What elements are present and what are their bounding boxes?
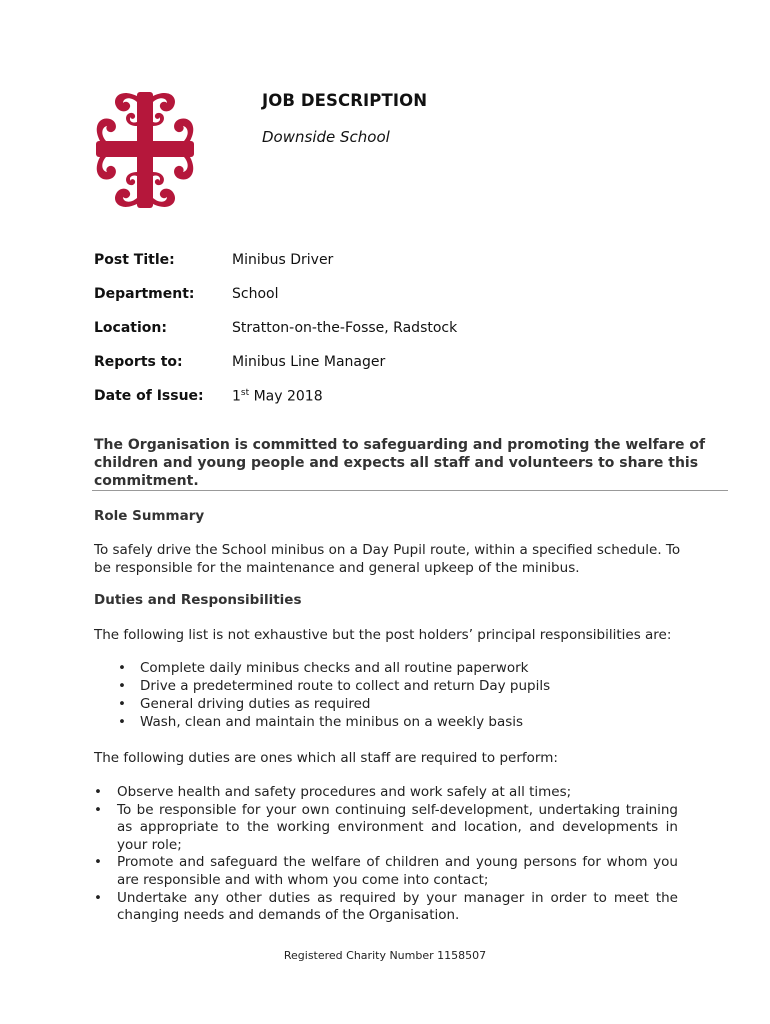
detail-value: [232, 388, 323, 405]
school-name: Downside School: [262, 128, 390, 146]
detail-value: Minibus Line Manager: [232, 354, 386, 370]
detail-label: Department:: [94, 286, 195, 302]
divider: [92, 490, 728, 491]
bullet: •: [94, 784, 102, 800]
safeguarding-statement: The Organisation is committed to safeguarding and promoting the welfare of children and young people and expects all staff and volunteers to share this commitment.: [94, 437, 706, 489]
bullet: •: [118, 678, 126, 694]
date-rest: May 2018: [249, 388, 323, 405]
bullet: •: [94, 889, 102, 906]
role-summary-heading: Role Summary: [94, 508, 205, 524]
list-item: • Observe health and safety procedures and work safely at all times;: [94, 784, 572, 800]
detail-label: Date of Issue:: [94, 388, 204, 404]
all-staff-list: [94, 784, 678, 925]
duties-heading: Duties and Responsibilities: [94, 592, 302, 608]
all-staff-intro: The following duties are ones which all staff are required to perform:: [94, 750, 558, 766]
date-suffix: st: [240, 388, 250, 398]
detail-label: Location:: [94, 320, 167, 336]
list-item: • Promote and safeguard the welfare of children and young persons for whom you are responsible and with whom you come into contact;: [94, 854, 678, 888]
list-item: • Drive a predetermined route to collect and return Day pupils: [118, 678, 551, 694]
detail-value: Minibus Driver: [232, 252, 334, 268]
list-item: • Complete daily minibus checks and all routine paperwork: [118, 660, 529, 676]
bullet: •: [94, 854, 102, 871]
role-summary-text: To safely drive the School minibus on a Day Pupil route, within a specified schedule. To be responsible for the maintenance and general upkeep of the minibus.: [94, 542, 681, 576]
page-title: JOB DESCRIPTION: [262, 91, 428, 110]
date-day: 1: [232, 388, 241, 405]
bullet: •: [118, 714, 126, 730]
list-item: • Undertake any other duties as required by your manager in order to meet the changing needs and demands of the Organisation.: [94, 889, 678, 924]
list-item: • General driving duties as required: [118, 696, 371, 712]
duties-list: [94, 659, 550, 731]
downside-cross-logo: [90, 86, 200, 214]
detail-value: Stratton-on-the-Fosse, Radstock: [232, 320, 458, 336]
bullet: •: [118, 660, 126, 676]
detail-label: Reports to:: [94, 354, 183, 370]
detail-value: School: [232, 286, 279, 302]
list-item: • Wash, clean and maintain the minibus on a weekly basis: [118, 714, 524, 730]
duties-intro: The following list is not exhaustive but the post holders’ principal responsibilities are:: [94, 627, 672, 643]
charity-number-footer: Registered Charity Number 1158507: [283, 949, 487, 962]
bullet: •: [118, 696, 126, 712]
bullet: •: [94, 801, 102, 818]
detail-label: Post Title:: [94, 252, 175, 268]
list-item: • To be responsible for your own continuing self-development, undertaking training as appropriate to the working environment and location, and developments in your role;: [94, 801, 678, 853]
